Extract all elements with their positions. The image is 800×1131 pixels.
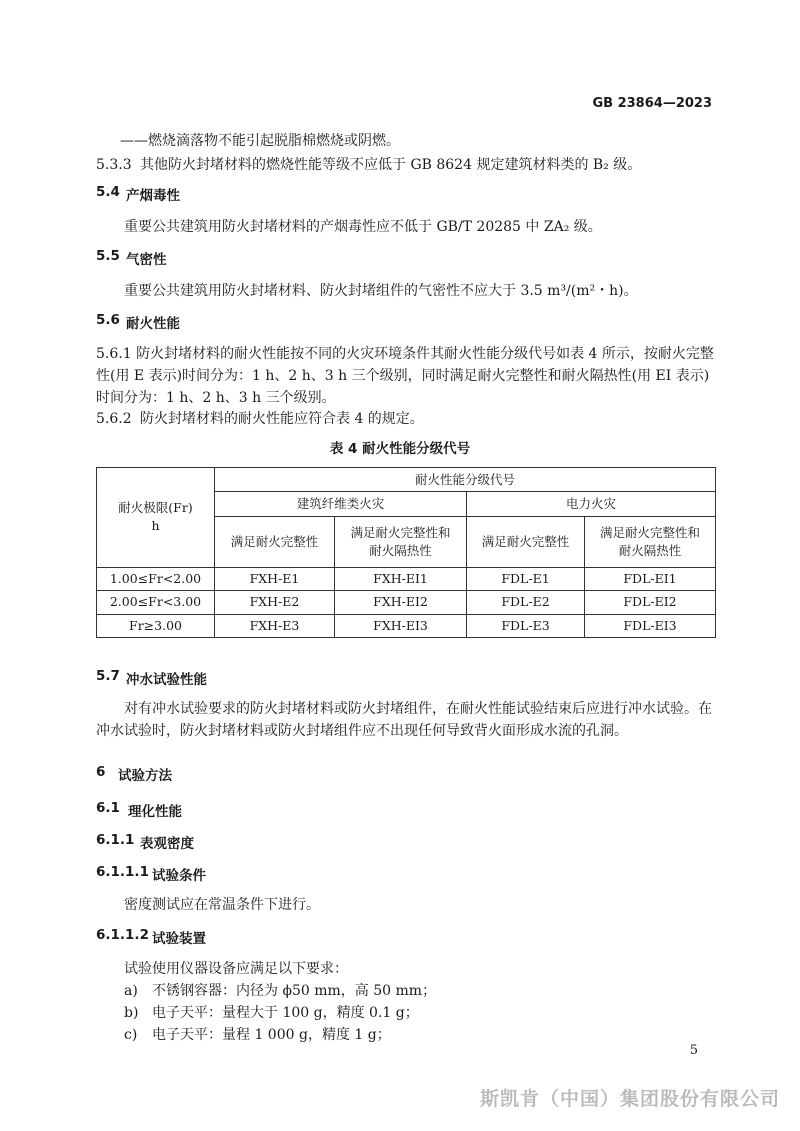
- section-5-4-text: 重要公共建筑用防火封堵材料的产烟毒性应不低于 GB/T 20285 中 ZA₂ 级。: [124, 219, 602, 235]
- standard-code: GB 23864—2023: [592, 96, 712, 111]
- code-cell: FXH-E1: [215, 567, 335, 590]
- section-6-1-1-2-text: 试验使用仪器设备应满足以下要求：: [124, 961, 348, 977]
- clause-5-3-3-number: 5.3.3: [96, 157, 132, 173]
- section-6-1-1-1-number: 6.1.1.1: [96, 864, 149, 880]
- code-cell: FDL-E1: [467, 567, 585, 590]
- section-5-5-title: 气密性: [126, 252, 167, 268]
- list-item-a-label: a): [124, 983, 138, 999]
- section-5-5-number: 5.5: [96, 248, 120, 264]
- section-5-7-body: [96, 698, 716, 742]
- fire-limit-cell: 2.00≤Fr<3.00: [97, 591, 215, 614]
- table-4-title: 表 4 耐火性能分级代号: [329, 441, 471, 457]
- fire-limit-cell: 1.00≤Fr<2.00: [97, 567, 215, 590]
- section-6-1-1-2-title: 试验装置: [152, 931, 206, 947]
- fire-limit-cell: Fr≥3.00: [97, 614, 215, 637]
- clause-5-6-2-text: 防火封堵材料的耐火性能应符合表 4 的规定。: [140, 411, 424, 427]
- table-row: [97, 614, 716, 637]
- fire-limit-header-line1: 耐火极限(Fr): [118, 500, 193, 516]
- building-integrity-insulation-header: [335, 516, 467, 567]
- section-5-5-text: 重要公共建筑用防火封堵材料、防火封堵组件的气密性不应大于 3.5 m³/(m²・h)。: [124, 283, 638, 299]
- fire-rating-table: [96, 467, 716, 638]
- code-cell: FXH-E3: [215, 614, 335, 637]
- building-integrity-header: 满足耐火完整性: [215, 516, 335, 567]
- section-6-1-1-number: 6.1.1: [96, 832, 135, 848]
- clause-5-6-2-number: 5.6.2: [96, 411, 132, 427]
- section-5-4-number: 5.4: [96, 184, 120, 200]
- rating-code-group-header: 耐火性能分级代号: [215, 468, 716, 492]
- section-6-1-1-1-text: 密度测试应在常温条件下进行。: [124, 897, 320, 913]
- section-5-7-text: 对有冲水试验要求的防火封堵材料或防火封堵组件，在耐火性能试验结束后应进行冲水试验。在冲水试验时，防火封堵材料或防火封堵组件应不出现任何导致背火面形成水流的孔洞。: [96, 701, 712, 739]
- code-cell: FDL-E3: [467, 614, 585, 637]
- code-cell: FDL-E2: [467, 591, 585, 614]
- code-cell: FDL-EI1: [585, 567, 716, 590]
- company-watermark: 斯凯肯（中国）集团股份有限公司: [479, 1088, 780, 1110]
- fire-limit-header-unit: h: [151, 518, 160, 534]
- page-number: 5: [689, 1043, 698, 1058]
- electric-fire-header: 电力火灾: [467, 492, 716, 516]
- section-6-1-1-1-title: 试验条件: [152, 868, 206, 884]
- clause-5-3-3-text: 其他防火封堵材料的燃烧性能等级不应低于 GB 8624 规定建筑材料类的 B₂ 级。: [140, 157, 642, 173]
- code-cell: FDL-EI2: [585, 591, 716, 614]
- chapter-6-title: 试验方法: [118, 768, 172, 784]
- section-6-1-number: 6.1: [96, 800, 120, 816]
- section-5-7-title: 冲水试验性能: [126, 672, 207, 688]
- list-item-c-text: 电子天平：量程 1 000 g，精度 1 g；: [152, 1027, 391, 1043]
- code-cell: FDL-EI3: [585, 614, 716, 637]
- drip-requirement: ——燃烧滴落物不能引起脱脂棉燃烧或阴燃。: [120, 133, 400, 149]
- chapter-6-number: 6: [96, 764, 106, 780]
- section-5-4-title: 产烟毒性: [126, 188, 180, 204]
- section-5-7-number: 5.7: [96, 668, 120, 684]
- header-line: 满足耐火完整性和: [350, 524, 451, 540]
- list-item-b-label: b): [124, 1005, 139, 1021]
- header-line: 耐火隔热性: [618, 542, 682, 558]
- list-item-c-label: c): [124, 1027, 138, 1043]
- electric-integrity-header: 满足耐火完整性: [467, 516, 585, 567]
- section-6-1-1-title: 表观密度: [140, 836, 194, 852]
- electric-integrity-insulation-header: [585, 516, 716, 567]
- header-line: 满足耐火完整性和: [600, 524, 701, 540]
- section-6-1-title: 理化性能: [128, 804, 182, 820]
- building-fire-header: 建筑纤维类火灾: [215, 492, 467, 516]
- section-5-6-number: 5.6: [96, 312, 120, 328]
- code-cell: FXH-E2: [215, 591, 335, 614]
- clause-5-6-1-text: 5.6.1 防火封堵材料的耐火性能按不同的火灾环境条件其耐火性能分级代号如表 4 所示，按耐火完整性(用 E 表示)时间分为：1 h、2 h、3 h 三个级别，同时满足耐火完整性和耐火隔热性(用 EI 表示)时间分为：1 h、2 h、3 h 三个级别。: [96, 346, 714, 406]
- table-row: [97, 591, 716, 614]
- code-cell: FXH-EI2: [335, 591, 467, 614]
- section-5-6-title: 耐火性能: [126, 316, 180, 332]
- section-6-1-1-2-number: 6.1.1.2: [96, 927, 149, 943]
- header-line: 耐火隔热性: [369, 542, 432, 558]
- clause-5-6-1: [96, 343, 716, 409]
- table-row: [97, 567, 716, 590]
- fire-limit-header: [97, 468, 215, 568]
- list-item-a-text: 不锈钢容器：内径为 ϕ50 mm，高 50 mm；: [152, 983, 437, 999]
- code-cell: FXH-EI3: [335, 614, 467, 637]
- list-item-b-text: 电子天平：量程大于 100 g，精度 0.1 g；: [152, 1005, 419, 1021]
- code-cell: FXH-EI1: [335, 567, 467, 590]
